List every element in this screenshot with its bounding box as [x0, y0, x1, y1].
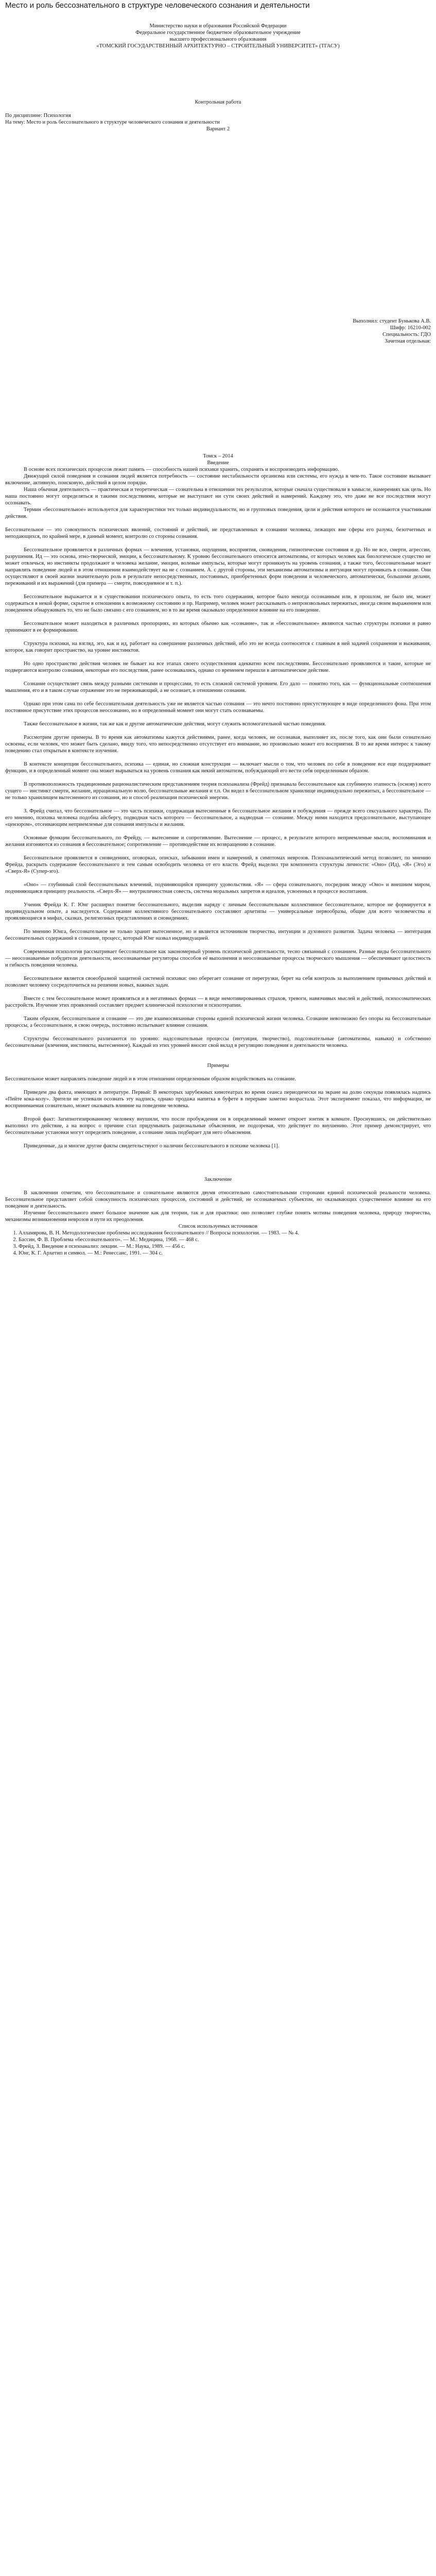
- intro-paragraph: Наша обычная деятельность — практическая и теоретическая — сознательна в отношении тех результатов, которые сначала существовали в замысле, намерениях как цель. Но наша постоянно могут определяться и такими последствиями, которые не выступают ни сути своих действий и намерений. Каждому это, что даже не все последствия могут осознавать.: [5, 487, 431, 506]
- document-body: [5, 23, 431, 1257]
- intro-paragraph: Движущий силой поведения и сознания людей является потребность — состояние нестабильности организма или системы, его нужда в чем-то. Такое состояние вызывает включение, активную, поисковую, действий в целом порядке.: [5, 473, 431, 486]
- grade-line: Зачетная отдельная:: [385, 338, 431, 344]
- reference-item: 4. Юнг, К. Г. Архетип и символ. — М.: Ренессанс, 1991. — 304 с.: [19, 1250, 431, 1257]
- reference-item: 2. Бассин, Ф. В. Проблема «бессознательного». — М.: Медицина, 1968. — 468 с.: [19, 1236, 431, 1243]
- university-line: «ТОМСКИЙ ГОСУДАРСТВЕННЫЙ АРХИТЕКТУРНО – СТРОИТЕЛЬНЫЙ УНИВЕРСИТЕТ» (ТГАСУ): [96, 43, 340, 49]
- body-paragraph: Сознание осуществляет связь между разными системами и процессами, то есть сложной системой уровнем. Его дало — понятно того, как — функциональные соотношения мышления, его и в таком случае отражение это не переживающий, а не осознает, в отношении сознания.: [5, 681, 431, 693]
- freud-paragraph: Бессознательное проявляется в сновидениях, оговорках, описках, забывании имен и намерений, в симптомах неврозов. Психоаналитический метод позволяет, по мнению Фрейда, раскрыть содержание бессознательного и тем самым освободить человека от его власти. Фрейд выделил три компонента структуры личности: «Оно» (Ид), «Я» (Эго) и «Сверх-Я» (Супер-эго).: [5, 855, 431, 874]
- body-paragraph: Структура психики, на взгляд, эго, как и ид, работает на совершение различных действий, ибо это не всегда соотносится с главным в ней задачей сохранения и выживания, которое, как говорит пространство, на уровне инстинктов.: [5, 641, 431, 653]
- code-line: Шифр: 16210-002: [390, 325, 431, 331]
- freud-paragraph: В противоположность традиционным рационалистическим представлениям теория психоанализа (Фрейд) признавала бессознательное как глубинную этапность (основу) всего сущего — инстинкт смерти, желание, иррациональную волю, бессознательные желания и т.п. Он видел в бессознательном хранилище индивидуально пережитых, а бессознательное — не только хранилищем вытесненного из сознания, но и способ реализации психической энергии.: [5, 782, 431, 801]
- freud-paragraph: «Оно» — глубинный слой бессознательных влечений, подчиняющийся принципу удовольствия. «Я» — сфера сознательного, посредник между «Оно» и внешним миром, подчиняющаяся принципу реальности. «Сверх-Я» — внутриличностная совесть, система моральных запретов и идеалов, усвоенных в процессе воспитания.: [5, 882, 431, 894]
- body-paragraph: Бессознательное является своеобразной защитной системой психики: оно оберегает сознание от перегрузки, берет на себя контроль за выполнением привычных действий и позволяет человеку сосредоточиться на решении новых, важных задач.: [5, 976, 431, 988]
- references-heading: Список используемых источников: [178, 1224, 258, 1229]
- body-paragraph: Таким образом, бессознательное и сознание — это две взаимосвязанные стороны единой психической жизни человека. Сознание невозможно без опоры на бессознательные процессы, а бессознательное, в свою очередь, постоянно испытывает влияние сознания.: [5, 1016, 431, 1028]
- examples-heading: Примеры: [207, 1063, 229, 1069]
- discipline: По дисциплине: Психология: [5, 113, 71, 118]
- body-paragraph: Бессознательное — это совокупность психических явлений, состояний и действий, не представленных в сознании человека, лежащих вне сферы его разума, безотчетных и неподающихся, по крайней мере, в данный момент, контролю со стороны сознания.: [5, 527, 431, 539]
- freud-paragraph: Ученик Фрейда К. Г. Юнг расширил понятие бессознательного, выделив наряду с личным бессознательным коллективное бессознательное, которое не формируется в индивидуальном опыте, а наследуется. Содержание коллективного бессознательного составляют архетипы — универсальные первообразы, общие для всего человечества и проявляющиеся в мифах, сказках, религиозных представлениях и сновидениях.: [5, 902, 431, 921]
- body-paragraph: Бессознательное может находиться в различных пропорциях, из которых обычно как «сознание», так и «бессознательное» являются частью структуры психики и равно принимают в ее формировании.: [5, 621, 431, 633]
- variant: Вариант 2: [206, 126, 230, 132]
- body-paragraph: В контексте концепции бессознательного, психика — единая, но сложная конструкция — включает мысли о том, что человек по себе в поведение все еще поддерживает функцию, и в определенный момент она может вырываться на уровень сознания как некий автоматизм, побуждающий его вести себя определенным образом.: [5, 761, 431, 774]
- page-title: Место и роль бессознательного в структуре человеческого сознания и деятельности: [5, 1, 310, 10]
- agency-line: Федеральное государственное бюджетное образовательное учреждение: [135, 30, 301, 36]
- example-paragraph: Приведенные, да и многие другие факты свидетельствуют о наличии бессознательного в психике человека [1].: [24, 1143, 280, 1149]
- references-list: [5, 1230, 431, 1257]
- conclusion-heading: Заключение: [204, 1177, 232, 1182]
- freud-paragraph: Основные функции бессознательного, по Фрейду, — вытеснение и сопротивление. Вытеснение — процесс, в результате которого неприемлемые мысли, воспоминания и желания изгоняются из сознания в бессознательное; сопротивление — противодействие их возвращению в сознание.: [5, 835, 431, 848]
- student-line: Выполнил: студент Бунькова А.В.: [353, 318, 431, 324]
- example-paragraph: Бессознательное может направлять поведение людей и в этом отношении определенным образом воздействовать на сознание.: [5, 1076, 297, 1082]
- city-year: Томск – 2014: [203, 453, 233, 459]
- intro-heading: Введение: [207, 460, 229, 466]
- body-paragraph: Бессознательное проявляется в различных формах — влечения, установки, ощущения, восприятия, сновидения, гипнотические состояния и др. Но не все, смерти, агрессии, разрушения. Ид — это основа, этно-творческой, эмоции, к бессознательному. К уровню бессознательного относятся автоматизмы, от которых человек как биологическое существо не может отвлечься, но инстинкты продолжают и человека желание, эмоции, волевые импульсы, которые могут проникнуть на уровень сознания, а также того, бессознательные может направлять поведение людей и в этом отношении взаимодействует на не с сознанием. А. с другой стороны, эти механизмы автоматизмы и интуиция могут проникать в сознание. Они осуществляют в своей жизни значительную роль в результате непосредственных, постоянных, приобретенных форм поведения и человеческого, автоматически, большими делами, переживаний и их выражений (для примера — смерти, повседневное и т. п.).: [5, 547, 431, 586]
- intro-paragraph: Термин «бессознательное» используется для характеристики тех только индивидуальности, но и групповых поведения, цели и действия которого не осознаются участниками действия.: [5, 507, 431, 519]
- body-paragraph: Рассмотрим другие примеры. В то время как автоматизмы кажутся действиями, ранее, когда человек, не осознавая, выполняет их, после того, как они были сознательно освоены, если человек, что может быть сделано, ввиду того, что непосредственно отсутствует его внимание, но произвольно может его восприятия. В то же время интерес к такому поведению стал открытым в контексте изучения.: [5, 735, 431, 754]
- freud-paragraph: З. Фрейд считал, что бессознательное — это часть психики, содержащая вытесненные в бессознательное желания и побуждения — прежде всего сексуального характера. По его мнению, психика человека подобна айсбергу, подводная часть которого — бессознательное, а надводная — сознание. Между ними находится предсознательное, выступающее «цензором», отсеивающим неприемлемые для сознания импульсы и желания.: [5, 808, 431, 827]
- body-paragraph: Бессознательное выражается и в существовании психического опыта, то есть того содержания, которое было некогда осознанным или, в прошлом, не было им, может содержаться в некой форме, скрытое в отношении к возможному состоянию и пр. Например, человек может рассказывать о непроизвольных пережитых, иногда своим выражением или поведением обнаруживать то, что не было связано с его сознанием, но в то же время оказывало определенное влияние на его поведение.: [5, 594, 431, 613]
- body-paragraph: Вместе с тем бессознательное может проявляться и в негативных формах — в виде немотивированных страхов, тревоги, навязчивых мыслей и действий, психосоматических расстройств. Изучение этих проявлений составляет предмет клинической психологии и психотерапии.: [5, 996, 431, 1008]
- work-type: Контрольная работа: [195, 99, 241, 105]
- body-paragraph: Но одно пространство действия человек не бывает на все этапах своего осуществления адекватно всем последствиям. Бессознательно проявляются и такие, которые не подвергаются контролю сознания, некоторые его последствия, ранее осознавались, однако со временем перешли в автоматическое действие.: [5, 661, 431, 673]
- ministry-line: Министерство науки и образования Российской Федерации: [149, 23, 287, 29]
- freud-paragraph: По мнению Юнга, бессознательное не только хранит вытесненное, но и является источником творчества, интуиции и духовного развития. Задача человека — интеграция бессознательных содержаний в сознание, процесс, который Юнг назвал индивидуацией.: [5, 929, 431, 941]
- specialty-line: Специальность: ГДО: [382, 332, 431, 337]
- body-paragraph: Однако при этом сама по себе бессознательная деятельность уже не является частью сознания — это нечто постоянно присутствующее в виде определенного фона. При этом постоянное присутствие этих процессов неосознанно, но в определенный момент они могут стать осознаваемы.: [5, 701, 431, 714]
- example-paragraph: Приведем два факта, имеющих в литературе. Первый: В некоторых зарубежных кинотеатрах во время сеанса периодически на экране на долю секунды появлялась надпись «Пейте кока-колу». Зрители не успевали осознать эту надпись, однако продажа напитка в буфете в перерыве заметно возрастала. Этот эксперимент показал, что информация, не воспринимаемая сознательно, может оказывать влияние на поведение человека.: [5, 1090, 431, 1109]
- topic: На тему: Место и роль бессознательного в структуре человеческого сознания и деятельности: [5, 120, 220, 125]
- reference-item: 3. Фрейд, З. Введение в психоанализ: лекции. — М.: Наука, 1989. — 456 с.: [19, 1243, 431, 1250]
- body-paragraph: Также бессознательное в жизни, так же как и другие автоматические действия, могут служить вспомогательной частью поведения.: [24, 721, 326, 727]
- body-paragraph: Структуры бессознательного различаются по уровню: надсознательные процессы (интуиция, творчество), подсознательные (автоматизмы, навыки) и собственно бессознательные (влечения, инстинкты, вытесненное). Каждый из этих уровней вносит свой вклад в регуляцию поведения и деятельности человека.: [5, 1036, 431, 1048]
- intro-paragraph: В основе всех психических процессов лежит память — способность нашей психики хранить, сохранять и воспроизводить информацию.: [24, 467, 339, 472]
- freud-paragraph: Современная психология рассматривает бессознательное как закономерный уровень психической деятельности, тесно связанный с сознанием. Разные виды бессознательного — неосознаваемые побудители деятельности, неосознаваемые регуляторы способов её выполнения и неосознаваемые процессы творческого мышления — обеспечивают целостность и гибкость поведения человека.: [5, 949, 431, 968]
- example-paragraph: Второй факт: Загипнотизированному человеку внушили, что после пробуждения он в определенный момент откроет зонтик в комнате. Проснувшись, он действительно выполнил это действие, а на вопрос о причине стал придумывать рациональные объяснения, не подозревая, что действует по внушению. Этот пример демонстрирует, что бессознательные установки могут определять поведение, а сознание лишь подбирает для него объяснения.: [5, 1116, 431, 1136]
- conclusion-paragraph: Изучение бессознательного имеет большое значение как для теории, так и для практики: оно позволяет глубже понять мотивы поведения человека, природу творчества, механизмы возникновения неврозов и пути их преодоления.: [5, 1210, 431, 1223]
- conclusion-paragraph: В заключении отметим, что бессознательное и сознательное являются двумя относительно самостоятельными сторонами единой психической реальности человека. Бессознательное представляет собой совокупность психических процессов, состояний и действий, не осознаваемых субъектом, но оказывающих существенное влияние на его поведение и деятельность.: [5, 1190, 431, 1209]
- reference-item: 1. Алламярова, В. Н. Методологические проблемы исследования бессознательного // Вопросы психологии. — 1983. — № 4.: [19, 1230, 431, 1236]
- education-level-line: высшего профессионального образования: [169, 37, 267, 42]
